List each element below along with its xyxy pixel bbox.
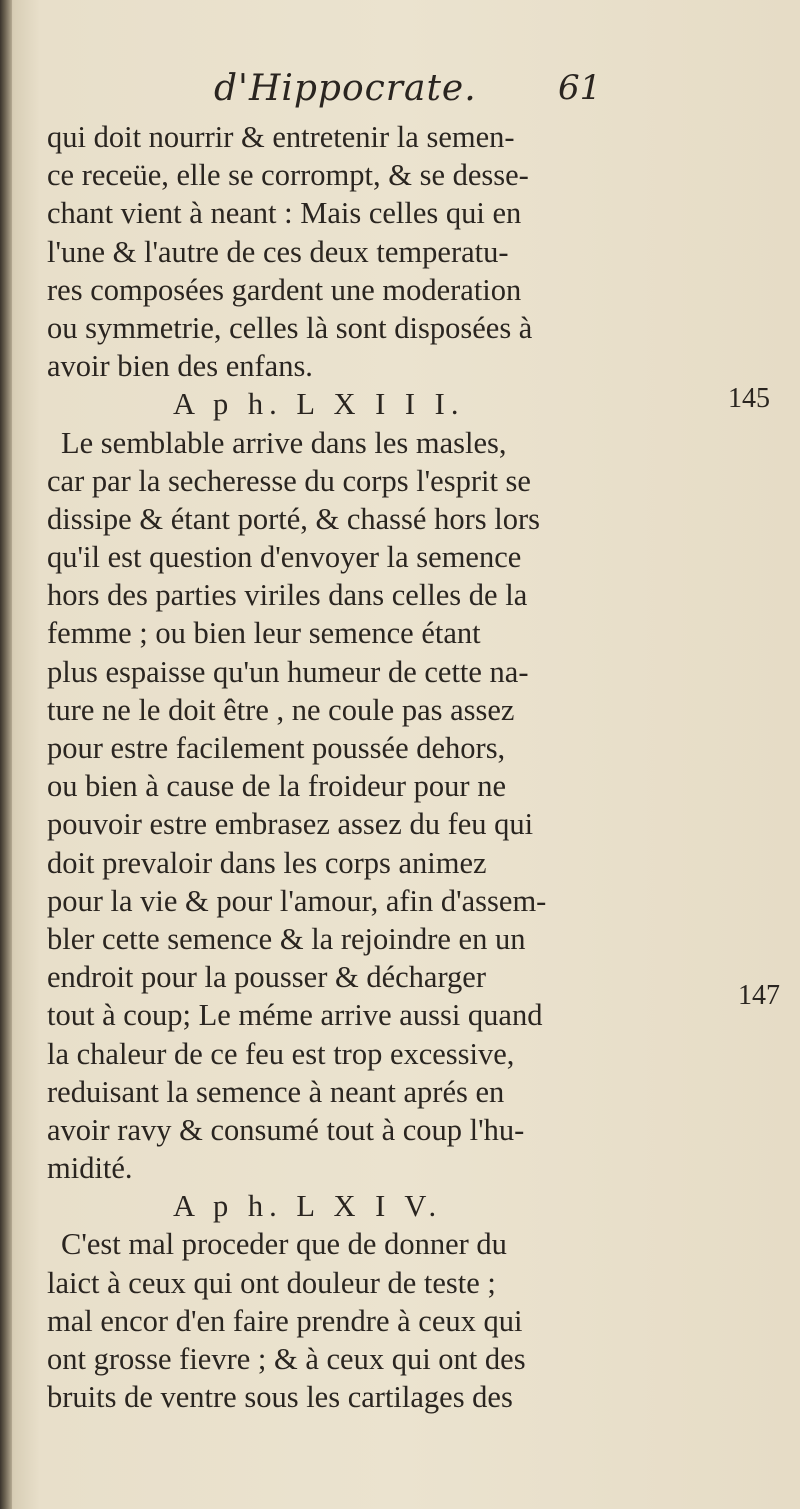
text-line: qu'il est question d'envoyer la semence <box>47 540 522 575</box>
text-line: pour la vie & pour l'amour, afin d'assem- <box>47 883 547 918</box>
text-line: mal encor d'en faire prendre à ceux qui <box>47 1303 523 1338</box>
text-line: l'une & l'autre de ces deux temperatu- <box>47 234 509 269</box>
aphorism-heading: A p h. L X I I I. <box>173 387 465 422</box>
text-line: qui doit nourrir & entretenir la semen- <box>47 120 515 154</box>
text-line: ou bien à cause de la froideur pour ne <box>47 769 507 804</box>
running-title: d'Hippocrate. <box>214 68 477 109</box>
page-header <box>200 68 600 118</box>
text-line: femme ; ou bien leur semence étant <box>47 616 481 651</box>
text-line: dissipe & étant porté, & chassé hors lors <box>47 501 540 536</box>
text-line: ont grosse fievre ; & à ceux qui ont des <box>47 1342 526 1376</box>
binding-gutter <box>0 0 12 1509</box>
text-line: C'est mal proceder que de donner du <box>61 1227 507 1262</box>
text-line: ce receüe, elle se corrompt, & se desse- <box>47 158 529 193</box>
text-line: pour estre facilement poussée dehors, <box>47 731 506 765</box>
text-line: avoir ravy & consumé tout à coup l'hu- <box>47 1112 525 1147</box>
text-line: ou symmetrie, celles là sont disposées à <box>47 310 533 345</box>
text-line: doit prevaloir dans les corps animez <box>47 845 487 880</box>
text-line: avoir bien des enfans. <box>47 349 313 384</box>
text-line: pouvoir estre embrasez assez du feu qui <box>47 807 534 842</box>
text-line: tout à coup; Le méme arrive aussi quand <box>47 998 543 1033</box>
text-line: reduisant la semence à neant aprés en <box>47 1074 505 1109</box>
body-text <box>47 118 627 1416</box>
text-line: laict à ceux qui ont douleur de teste ; <box>47 1265 496 1300</box>
text-line: res composées gardent une moderation <box>47 272 522 307</box>
text-line: bruits de ventre sous les cartilages des <box>47 1380 513 1415</box>
aphorism-heading: A p h. L X I V. <box>173 1189 443 1224</box>
text-line: chant vient à neant : Mais celles qui en <box>47 196 522 231</box>
text-line: midité. <box>47 1151 133 1186</box>
text-line: bler cette semence & la rejoindre en un <box>47 921 526 956</box>
page-number: 61 <box>558 68 602 108</box>
text-line: endroit pour la pousser & décharger <box>47 960 487 995</box>
text-line: la chaleur de ce feu est trop excessive, <box>47 1036 515 1071</box>
text-line: plus espaisse qu'un humeur de cette na- <box>47 654 529 689</box>
margin-number: 145 <box>728 383 770 414</box>
margin-number: 147 <box>738 980 780 1011</box>
text-line: Le semblable arrive dans les masles, <box>61 425 507 460</box>
text-line: car par la secheresse du corps l'esprit se <box>47 463 531 498</box>
text-line: hors des parties viriles dans celles de la <box>47 578 528 613</box>
text-line: ture ne le doit être , ne coule pas assez <box>47 692 515 727</box>
